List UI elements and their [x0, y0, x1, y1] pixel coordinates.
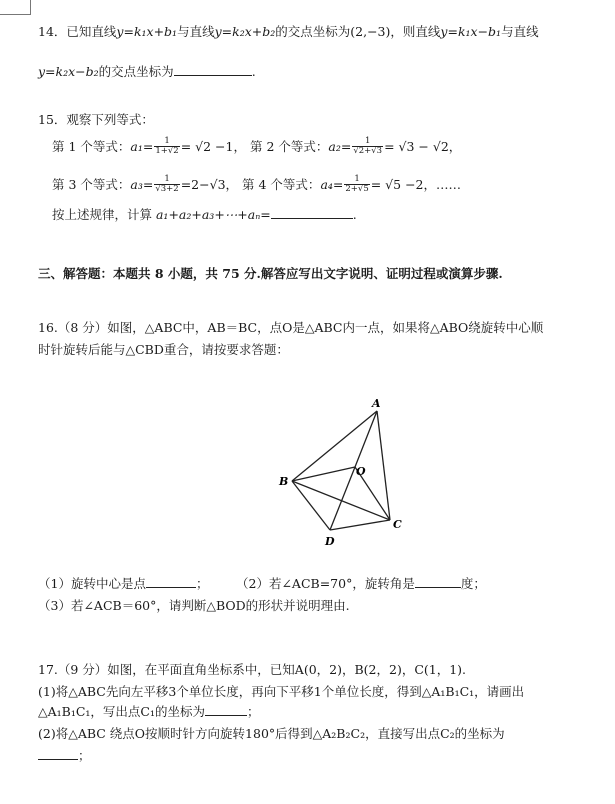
q14-text: 14．已知直线: [38, 24, 117, 39]
segment-cd: [330, 520, 390, 530]
q16-ask3: （3）若∠ACB＝60°，请判断△BOD的形状并说明理由.: [38, 598, 350, 613]
q17-line3: △A₁B₁C₁，写出点C₁的坐标为 ；: [38, 704, 260, 719]
q15-f4-label: 第 4 个等式：: [242, 177, 321, 192]
q15-formula-row2: [52, 170, 461, 198]
q16-line2: 时针旋转后能与△CBD重合，请按要求答题：: [38, 342, 289, 357]
q15-f4-rhs: = √5 −2，……: [370, 177, 461, 192]
q16-triangle-figure: [275, 395, 410, 550]
q14-text: 的交点坐标为: [98, 64, 174, 79]
q17-line2: (1)将△ABC先向左平移3个单位长度，再向下平移1个单位长度，得到△A₁B₁C₁，请画出: [38, 684, 525, 699]
q15-f1-var: a₁=: [130, 138, 154, 154]
q16-line1: 16.（8 分）如图，△ABC中，AB＝BC，点O是△ABC内一点，如果将△ABO绕旋转中心顺: [38, 320, 544, 335]
q15-f4-fraction: $\frac{1}{2+√5}$: [345, 173, 369, 194]
q17-c1-blank[interactable]: [205, 714, 247, 716]
q14-eq2: y=k₂x+b₂: [214, 24, 276, 39]
q15-rule-text: .: [352, 207, 357, 222]
q15-f3-label: 第 3 个等式：: [52, 177, 131, 192]
q15-f2-var: a₂=: [328, 138, 352, 154]
label-d: D: [325, 535, 335, 548]
q14-eq4: y=k₂x−b₂: [38, 64, 99, 79]
label-c: C: [393, 518, 402, 531]
q14-text: 与直线: [177, 24, 215, 39]
q16-ask2: （2）若∠ACB=70°，旋转角是 度；: [236, 576, 486, 591]
q14-line1: [38, 22, 539, 40]
segment-od: [330, 467, 355, 530]
q14-eq1: y=k₁x+b₁: [116, 24, 178, 39]
q14-text: .: [251, 64, 256, 79]
q17-line4: (2)将△ABC 绕点O按顺时针方向旋转180°后得到△A₂B₂C₂，直接写出点C₂的坐标为: [38, 726, 505, 741]
page-corner-mark: [0, 0, 31, 15]
q16-ask2-blank[interactable]: [415, 586, 461, 588]
q15-f4-var: a₄=: [320, 176, 344, 192]
q17-line1: 17.（9 分）如图，在平面直角坐标系中，已知A(0，2)，B(2，2)，C(1，1).: [38, 662, 467, 677]
q15-formula-row1: [52, 132, 461, 160]
label-a: A: [372, 397, 381, 410]
q14-eq3: y=k₁x−b₁: [440, 24, 502, 39]
q15-f3-var: a₃=: [130, 176, 154, 192]
q15-f1-fraction: $\frac{1}{1+√2}$: [155, 135, 179, 156]
q16-ask1-blank[interactable]: [146, 586, 196, 588]
section-3-heading: 三、解答题：本题共 8 小题，共 75 分.解答应写出文字说明、证明过程或演算步骤.: [38, 266, 503, 281]
q15-rule-text: 按上述规律，计算: [52, 207, 156, 222]
q14-text: ，则直线: [390, 24, 441, 39]
q15-f3-rhs: =2−√3，: [180, 177, 239, 192]
q15-f2-label: 第 2 个等式：: [249, 139, 329, 154]
q14-answer-blank[interactable]: [174, 74, 252, 76]
q14-line2: [38, 62, 256, 80]
q15-answer-blank[interactable]: [271, 217, 353, 219]
q15-f2-rhs: = √3 − √2，: [384, 139, 462, 154]
q17-line5: ；: [38, 746, 91, 764]
q15-f1-rhs: = √2 −1，: [180, 139, 246, 154]
q16-ask1: （1）旋转中心是点 ；: [38, 576, 209, 591]
q15-f1-label: 第 1 个等式：: [52, 139, 131, 154]
q17-c2-blank[interactable]: [38, 758, 78, 760]
q15-title: 15．观察下列等式：: [38, 112, 154, 127]
label-b: B: [279, 475, 289, 488]
label-o: O: [356, 465, 366, 478]
q15-f3-fraction: $\frac{1}{√3+2}$: [155, 173, 179, 194]
q14-text: 与直线: [501, 24, 539, 39]
q15-rule-line: [52, 205, 357, 223]
q15-rule-sum: a₁+a₂+a₃+⋯+aₙ=: [155, 207, 271, 222]
q14-point: (2,−3): [350, 24, 391, 39]
q14-text: 的交点坐标为: [275, 24, 351, 39]
q15-f2-fraction: $\frac{1}{√2+√3}$: [353, 135, 383, 156]
